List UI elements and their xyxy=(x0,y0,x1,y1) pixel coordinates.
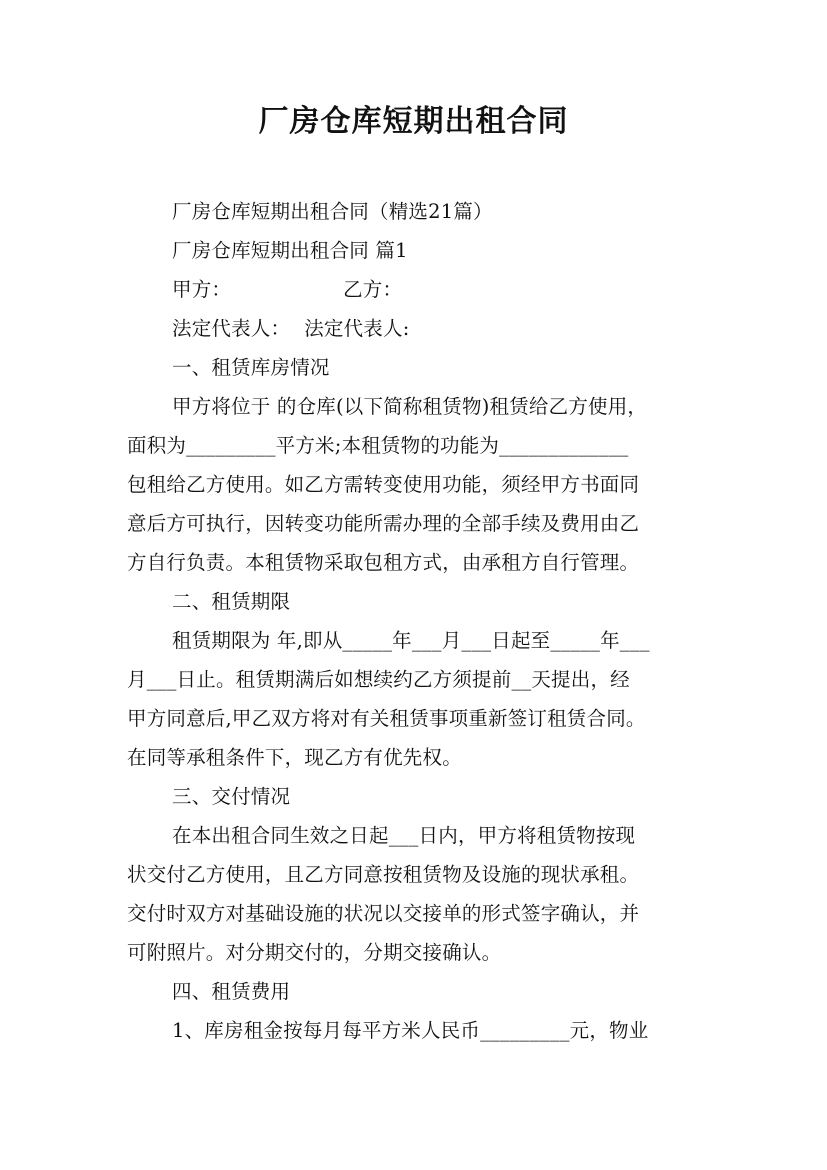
rep-a-label: 法定代表人： xyxy=(172,317,291,340)
paragraph-line: 交付时双方对基础设施的状况以交接单的形式签字确认，并 xyxy=(127,902,640,925)
paragraph-line: 方自行负责。本租赁物采取包租方式，由承租方自行管理。 xyxy=(127,551,640,574)
paragraph-line: 甲方同意后,甲乙双方将对有关租赁事项重新签订租赁合同。 xyxy=(127,707,646,730)
subtitle-line: 厂房仓库短期出租合同（精选21篇） xyxy=(172,200,493,223)
paragraph-line: 在本出租合同生效之日起___日内，甲方将租赁物按现 xyxy=(172,824,636,847)
section-heading: 二、租赁期限 xyxy=(172,590,291,613)
chapter-line: 厂房仓库短期出租合同 篇1 xyxy=(172,239,408,262)
paragraph-line: 租赁期限为 年,即从_____年___月___日起至_____年___ xyxy=(172,629,650,652)
rep-b-label: 法定代表人: xyxy=(304,317,410,340)
paragraph-line: 甲方将位于 的仓库(以下简称租赁物)租赁给乙方使用， xyxy=(172,395,648,418)
section-heading: 三、交付情况 xyxy=(172,785,291,808)
paragraph-line: 可附照片。对分期交付的，分期交接确认。 xyxy=(127,941,502,964)
document-body xyxy=(127,192,711,1050)
representatives-line xyxy=(127,309,711,348)
section-heading: 一、租赁库房情况 xyxy=(172,356,330,379)
parties-line xyxy=(127,270,711,309)
paragraph-line: 意后方可执行，因转变功能所需办理的全部手续及费用由乙 xyxy=(127,512,640,535)
paragraph-line: 面积为_________平方米;本租赁物的功能为_____________ xyxy=(127,434,629,457)
paragraph-line: 月___日止。租赁期满后如想续约乙方须提前__天提出，经 xyxy=(127,668,630,691)
paragraph-line: 在同等承租条件下，现乙方有优先权。 xyxy=(127,746,462,769)
party-a-label: 甲方： xyxy=(172,278,232,301)
document-title: 厂房仓库短期出租合同 xyxy=(258,104,569,139)
party-b-label: 乙方： xyxy=(343,278,403,301)
paragraph-line: 1、库房租金按每月每平方米人民币_________元，物业 xyxy=(172,1019,649,1042)
paragraph-line: 包租给乙方使用。如乙方需转变使用功能，须经甲方书面同 xyxy=(127,473,640,496)
section-heading: 四、租赁费用 xyxy=(172,980,291,1003)
paragraph-line: 状交付乙方使用，且乙方同意按租赁物及设施的现状承租。 xyxy=(127,863,640,886)
